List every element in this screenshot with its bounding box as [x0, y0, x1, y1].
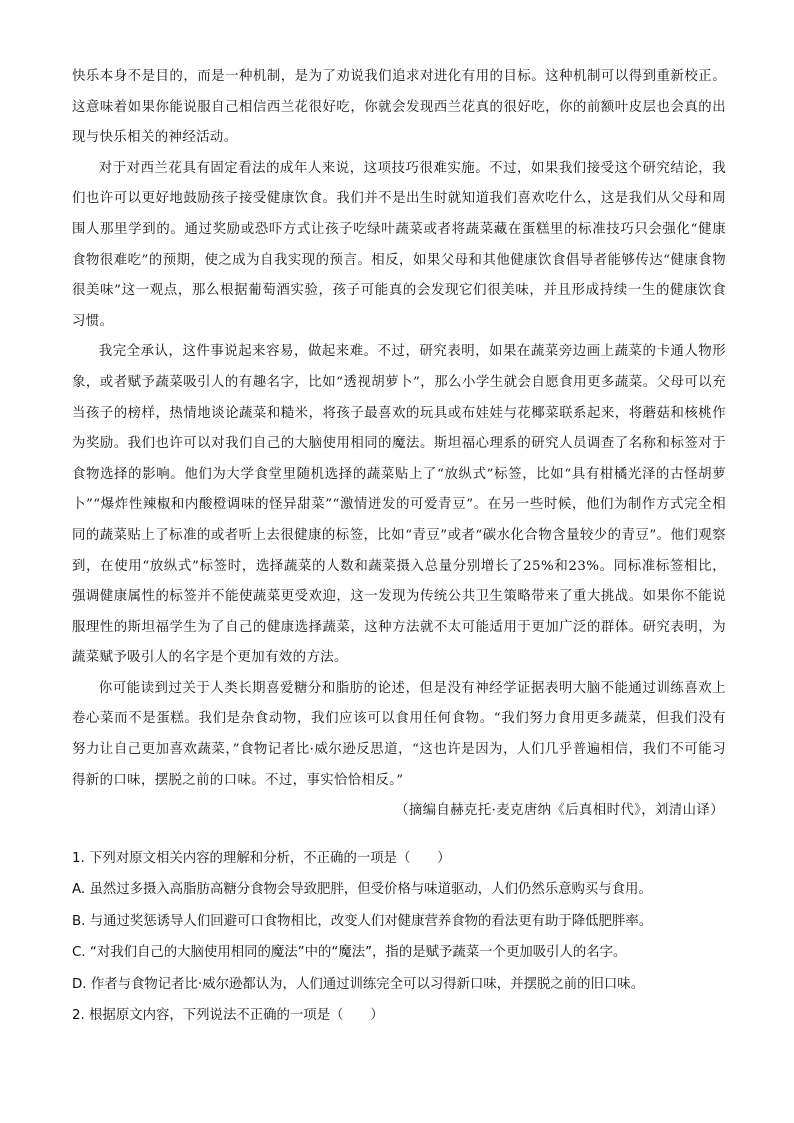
passage-source: （摘编自赫克托·麦克唐纳《后真相时代》，刘清山译） [395, 803, 724, 819]
passage-paragraph-3: 我完全承认，这件事说起来容易，做起来难。不过，研究表明，如果在蔬菜旁边画上蔬菜的卡通人物形象，或者赋予蔬菜吸引人的有趣名字，比如“透视胡萝卜”，那么小学生就会自愿食用更多蔬菜。父母可以充当孩子的榜样，热情地谈论蔬菜和糙米，将孩子最喜欢的玩具或布娃娃与花椰菜联系起来，将蘑菇和核桃作为奖励。我们也许可以对我们自己的大脑使用相同的魔法。斯坦福心理系的研究人员调查了名称和标签对于食物选择的影响。他们为大学食堂里随机选择的蔬菜贴上了“放纵式”标签，比如“具有柑橘光泽的古怪胡萝卜”“爆炸性辣椒和内酸橙调味的怪异甜菜”“激情迸发的可爱青豆”。在另一些时候，他们为制作方式完全相同的蔬菜贴上了标准的或者听上去很健康的标签，比如“青豆”或者“碳水化合物含量较少的青豆”。他们观察到，在使用“放纵式”标签时，选择蔬菜的人数和蔬菜摄入总量分别增长了25%和23%。同标准标签相比，强调健康属性的标签并不能使蔬菜更受欢迎，这一发现为传统公共卫生策略带来了重大挑战。如果你不能说服理性的斯坦福学生为了自己的健康选择蔬菜，这种方法就不太可能适用于更加广泛的群体。研究表明，为蔬菜赋予吸引人的名字是个更加有效的方法。 [72, 344, 726, 666]
question-1-option-b: B. 与通过奖惩诱导人们回避可口食物相比，改变人们对健康营养食物的看法更有助于降低肥胖率。 [72, 913, 653, 929]
passage-paragraph-2: 对于对西兰花具有固定看法的成年人来说，这项技巧很难实施。不过，如果我们接受这个研究结论，我们也许可以更好地鼓励孩子接受健康饮食。我们并不是出生时就知道我们喜欢吃什么，这是我们从父母和周围人那里学到的。通过奖励或恐吓方式让孩子吃绿叶蔬菜或者将蔬菜藏在蛋糕里的标准技巧只会强化“健康食物很难吃”的预期，使之成为自我实现的预言。相反，如果父母和其他健康饮食倡导者能够传达“健康食物很美味”这一观点，那么根据葡萄酒实验，孩子可能真的会发现它们很美味，并且形成持续一生的健康饮食习惯。 [72, 160, 726, 329]
question-1-option-a: A. 虽然过多摄入高脂肪高糖分食物会导致肥胖，但受价格与味道驱动，人们仍然乐意购买与食用。 [72, 882, 652, 898]
question-section [72, 843, 732, 1031]
question-1-option-d: D. 作者与食物记者比·威尔逊都认为，人们通过训练完全可以习得新口味，并摆脱之前的旧口味。 [72, 976, 645, 992]
question-2-stem: 2. 根据原文内容，下列说法不正确的一项是（ ） [72, 1008, 384, 1024]
passage-paragraph-4: 你可能读到过关于人类长期喜爱糖分和脂肪的论述，但是没有神经学证据表明大脑不能通过训练喜欢上卷心菜而不是蛋糕。我们是杂食动物，我们应该可以食用任何食物。“我们努力食用更多蔬菜，但我们没有努力让自己更加喜欢蔬菜，”食物记者比·威尔逊反思道，“这也许是因为，人们几乎普遍相信，我们不可能习得新的口味，摆脱之前的口味。不过，事实恰恰相反。” [72, 680, 726, 788]
reading-passage [72, 62, 726, 827]
question-1-option-c: C. “对我们自己的大脑使用相同的魔法”中的“魔法”，指的是赋予蔬菜一个更加吸引人的名字。 [72, 945, 627, 961]
question-1-stem: 1. 下列对原文相关内容的理解和分析，不正确的一项是（ ） [72, 851, 451, 866]
passage-paragraph-1: 快乐本身不是目的，而是一种机制，是为了劝说我们追求对进化有用的目标。这种机制可以得到重新校正。这意味着如果你能说服自己相信西兰花很好吃，你就会发现西兰花真的很好吃，你的前额叶皮层也会真的出现与快乐相关的神经活动。 [72, 69, 726, 146]
